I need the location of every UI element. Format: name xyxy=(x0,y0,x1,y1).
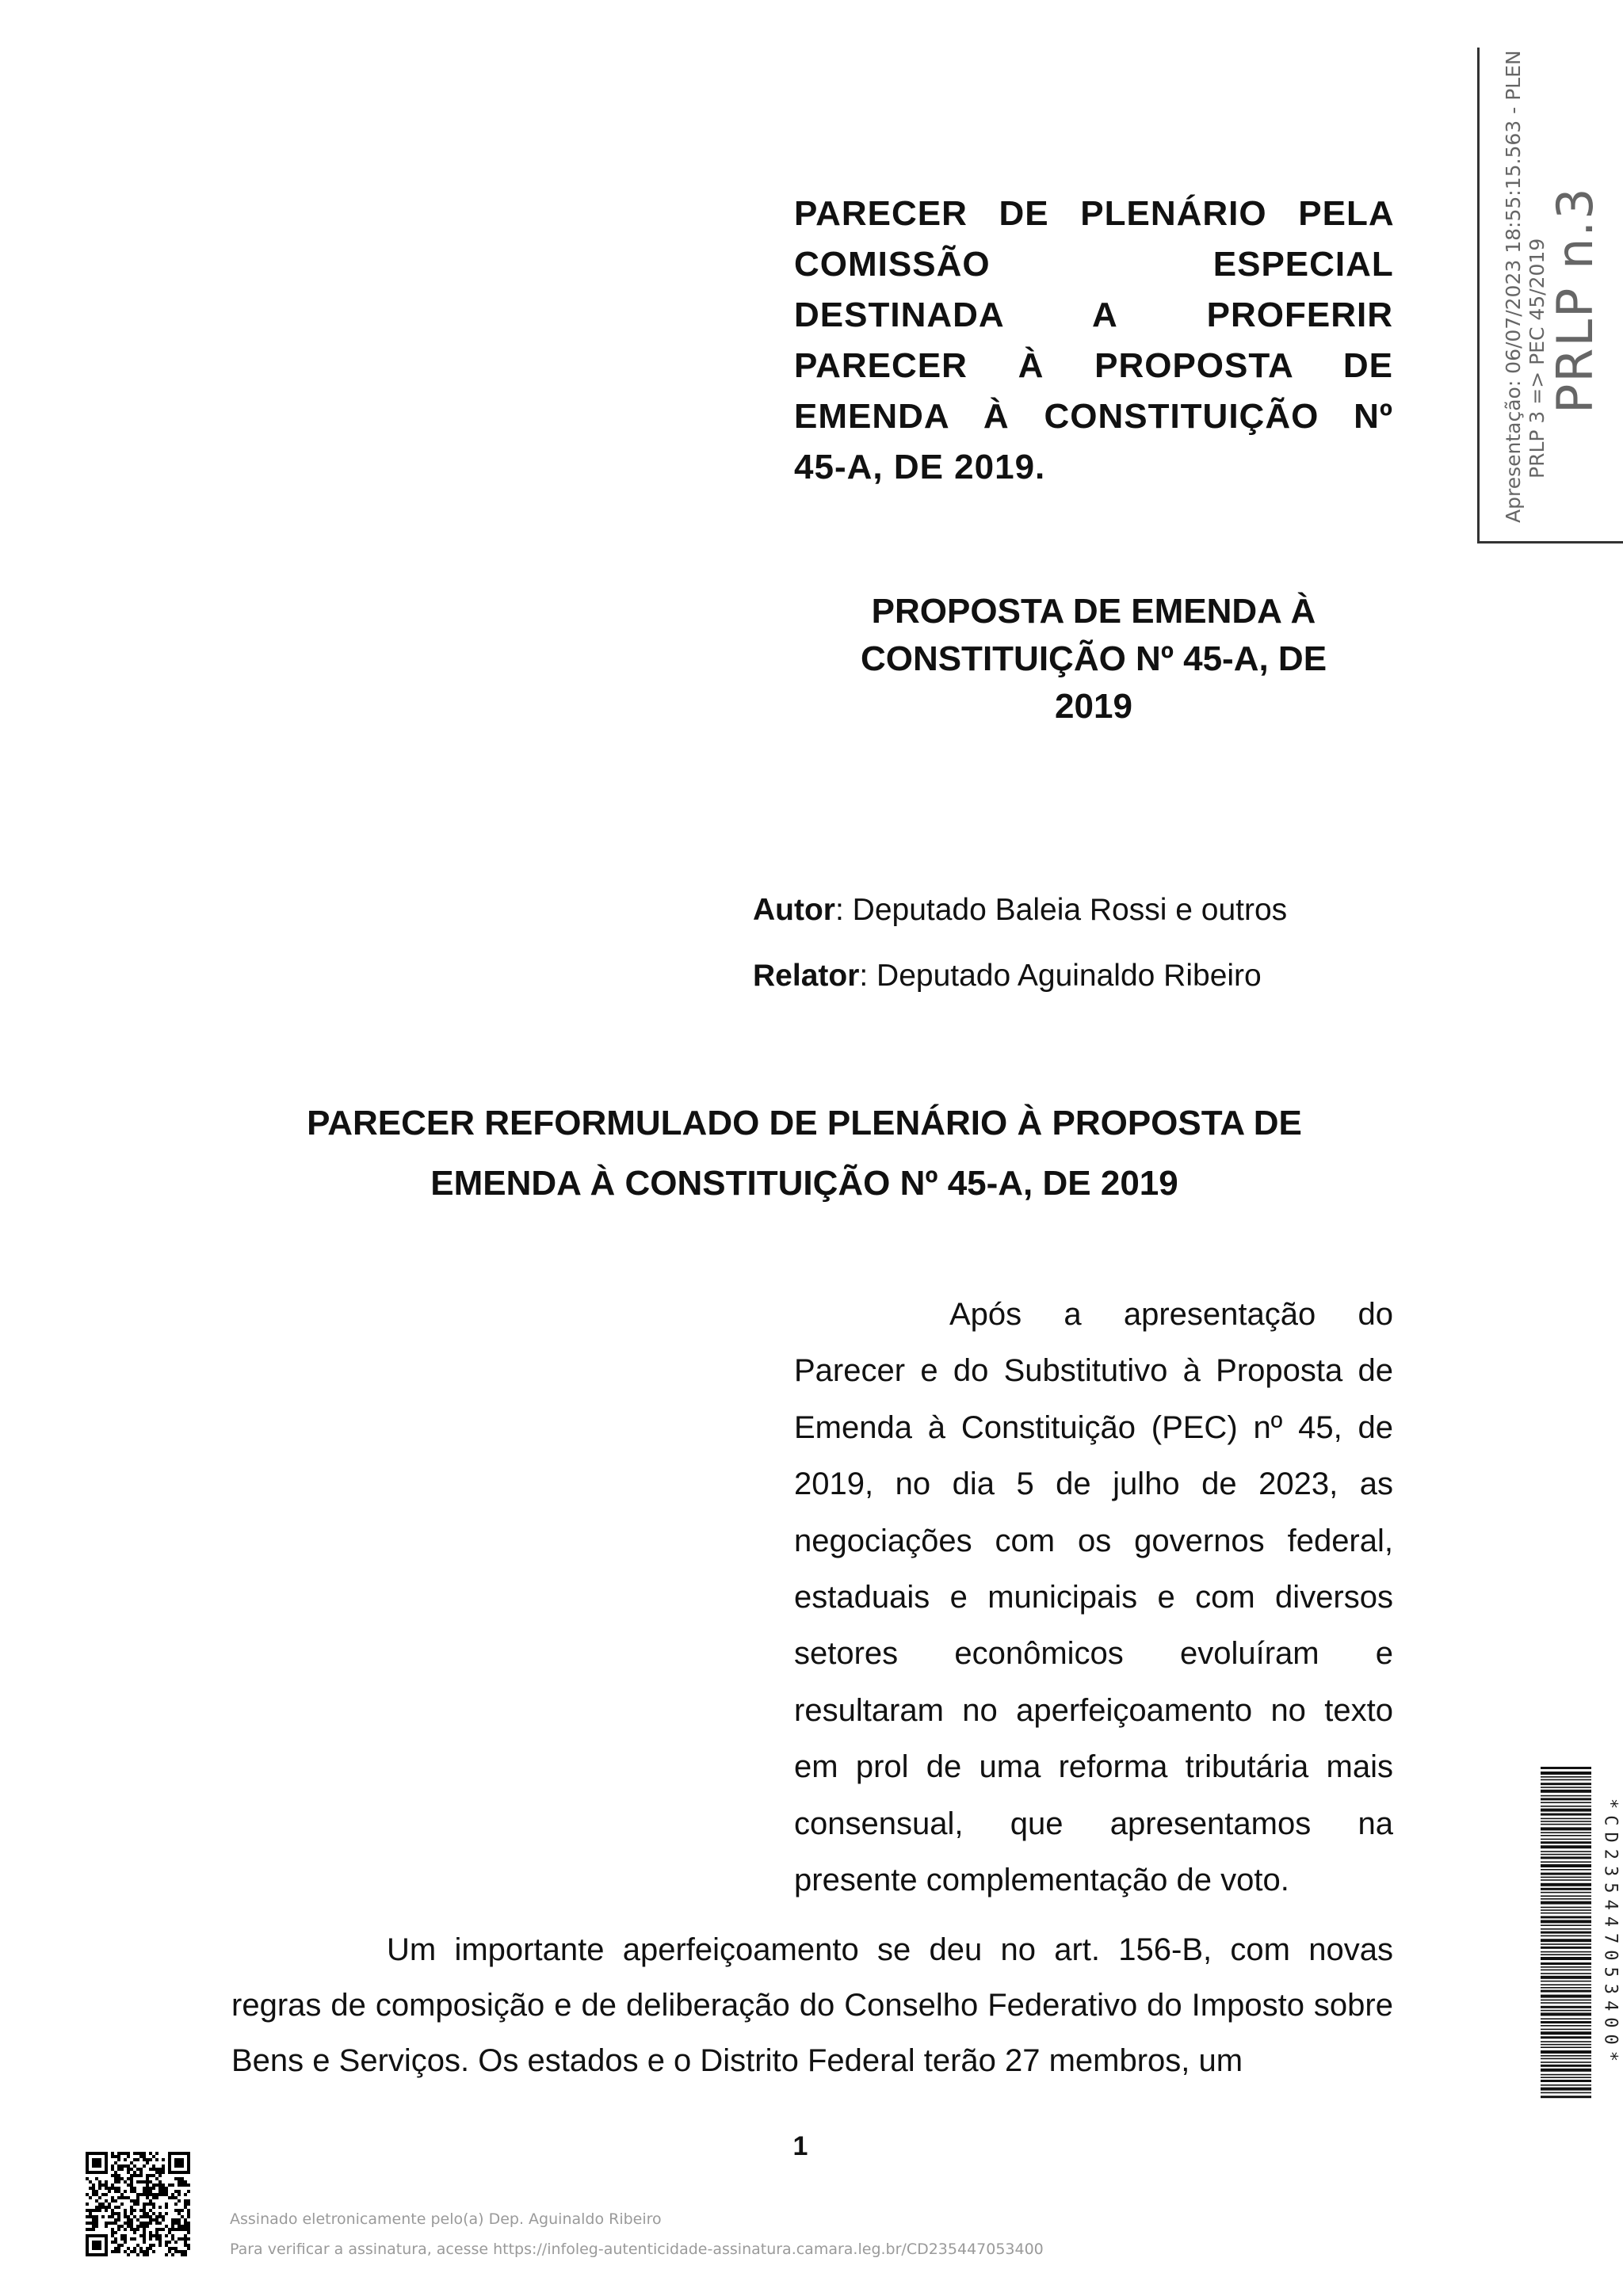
header-line: COMISSÃO ESPECIAL xyxy=(794,245,1393,284)
signature-note: Assinado eletronicamente pelo(a) Dep. Aguinaldo Ribeiro xyxy=(230,2210,662,2228)
header-summary xyxy=(794,189,1393,493)
rapporteur-label: Relator xyxy=(753,959,860,993)
barcode-text: *CD235447053400* xyxy=(1600,1798,1621,2068)
page-number: 1 xyxy=(792,2131,808,2161)
verification-note: Para verificar a assinatura, acesse https://infoleg-autenticidade-assinatura.camara.leg.br/CD235447053400 xyxy=(230,2241,1044,2258)
header-line: DESTINADA A PROFERIR xyxy=(794,296,1393,334)
presentation-stamp xyxy=(1477,48,1623,543)
pec-title-line: CONSTITUIÇÃO Nº 45-A, DE xyxy=(860,639,1327,678)
author-value: : Deputado Baleia Rossi e outros xyxy=(834,893,1288,927)
reformulated-report-title xyxy=(222,1093,1387,1214)
stamp-ref-line: PRLP 3 => PEC 45/2019 xyxy=(1525,238,1549,479)
reform-title-line: EMENDA À CONSTITUIÇÃO Nº 45-A, DE 2019 xyxy=(430,1164,1178,1203)
body-paragraph: Um importante aperfeiçoamento se deu no art. 156-B, com novas regras de composição e de deliberação do Conselho Federativo do Imposto sobre Bens e Serviços. Os estados e o Distrito Federal terão 27 membros, um xyxy=(231,1932,1393,2078)
stamp-document-number: PRLP n.3 xyxy=(1545,185,1604,414)
author-line xyxy=(753,891,1287,930)
reform-title-line: PARECER REFORMULADO DE PLENÁRIO À PROPOSTA DE xyxy=(307,1104,1302,1142)
header-line: PARECER DE PLENÁRIO PELA xyxy=(794,194,1393,233)
author-label: Autor xyxy=(753,893,835,927)
stamp-rotated-text xyxy=(1501,49,1604,532)
pec-title xyxy=(792,588,1395,730)
qr-code-icon xyxy=(86,2152,190,2256)
rapporteur-line xyxy=(753,956,1262,996)
header-line: EMENDA À CONSTITUIÇÃO Nº xyxy=(794,397,1393,436)
pec-title-line: PROPOSTA DE EMENDA À xyxy=(871,592,1316,631)
header-line: PARECER À PROPOSTA DE xyxy=(794,346,1393,385)
stamp-date-line: Apresentação: 06/07/2023 18:55:15.563 - PLEN xyxy=(1501,49,1525,523)
pec-title-line: 2019 xyxy=(1055,687,1132,726)
header-line: 45-A, DE 2019. xyxy=(794,448,1046,486)
rapporteur-value: : Deputado Aguinaldo Ribeiro xyxy=(859,959,1262,993)
intro-paragraph: Após a apresentação do Parecer e do Substitutivo à Proposta de Emenda à Constituição (PEC) nº 45, de 2019, no dia 5 de julho de 2023, as negociações com os governos federal, estaduais e municipais e com diversos setores econômicos evoluíram e resultaram no aperfeiçoamento no texto em prol de uma reforma tributária mais consensual, que apresentamos na presente complementação de voto. xyxy=(794,1297,1393,1898)
